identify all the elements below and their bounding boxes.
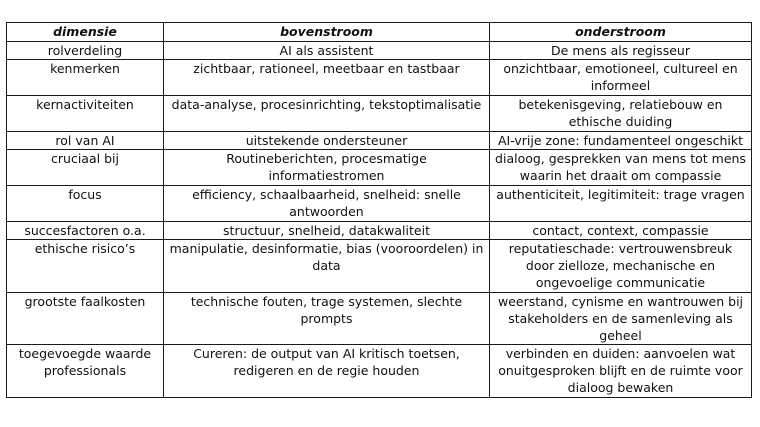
table-row [7, 186, 752, 222]
bovenstroom-cell: structuur, snelheid, datakwaliteit [164, 222, 490, 240]
onderstroom-cell: contact, context, compassie [490, 222, 752, 240]
onderstroom-cell: De mens als regisseur [490, 42, 752, 60]
table-row [7, 96, 752, 132]
dimension-cell: rolverdeling [7, 42, 164, 60]
onderstroom-cell: weerstand, cynisme en wantrouwen bij stakeholders en de samenleving als geheel [490, 293, 752, 345]
table-row [7, 150, 752, 186]
header-row [7, 23, 752, 42]
bovenstroom-cell: data-analyse, procesinrichting, tekstoptimalisatie [164, 96, 490, 132]
bovenstroom-cell: Routineberichten, procesmatige informatiestromen [164, 150, 490, 186]
dimension-cell: grootste faalkosten [7, 293, 164, 345]
header-onderstroom: onderstroom [490, 23, 752, 42]
bovenstroom-cell: zichtbaar, rationeel, meetbaar en tastbaar [164, 60, 490, 96]
dimension-cell: toegevoegde waarde professionals [7, 345, 164, 398]
table-row [7, 42, 752, 60]
onderstroom-cell: dialoog, gesprekken van mens tot mens waarin het draait om compassie [490, 150, 752, 186]
table-row [7, 132, 752, 150]
bovenstroom-cell: Cureren: de output van AI kritisch toetsen, redigeren en de regie houden [164, 345, 490, 398]
table-row [7, 345, 752, 398]
header-dimensie: dimensie [7, 23, 164, 42]
onderstroom-cell: verbinden en duiden: aanvoelen wat onuitgesproken blijft en de ruimte voor dialoog bewaken [490, 345, 752, 398]
onderstroom-cell: AI-vrije zone: fundamenteel ongeschikt [490, 132, 752, 150]
onderstroom-cell: reputatieschade: vertrouwensbreuk door zielloze, mechanische en ongevoelige communicatie [490, 240, 752, 293]
comparison-table [6, 22, 752, 398]
bovenstroom-cell: efficiency, schaalbaarheid, snelheid: snelle antwoorden [164, 186, 490, 222]
table-row [7, 240, 752, 293]
dimension-cell: cruciaal bij [7, 150, 164, 186]
dimension-cell: kenmerken [7, 60, 164, 96]
dimension-cell: kernactiviteiten [7, 96, 164, 132]
bovenstroom-cell: uitstekende ondersteuner [164, 132, 490, 150]
table-row [7, 222, 752, 240]
dimension-cell: rol van AI [7, 132, 164, 150]
dimension-cell: succesfactoren o.a. [7, 222, 164, 240]
dimension-cell: ethische risico’s [7, 240, 164, 293]
bovenstroom-cell: manipulatie, desinformatie, bias (vooroordelen) in data [164, 240, 490, 293]
table-row [7, 293, 752, 345]
bovenstroom-cell: AI als assistent [164, 42, 490, 60]
onderstroom-cell: betekenisgeving, relatiebouw en ethische duiding [490, 96, 752, 132]
header-bovenstroom: bovenstroom [164, 23, 490, 42]
bovenstroom-cell: technische fouten, trage systemen, slechte prompts [164, 293, 490, 345]
table-row [7, 60, 752, 96]
onderstroom-cell: authenticiteit, legitimiteit: trage vragen [490, 186, 752, 222]
dimension-cell: focus [7, 186, 164, 222]
onderstroom-cell: onzichtbaar, emotioneel, cultureel en informeel [490, 60, 752, 96]
